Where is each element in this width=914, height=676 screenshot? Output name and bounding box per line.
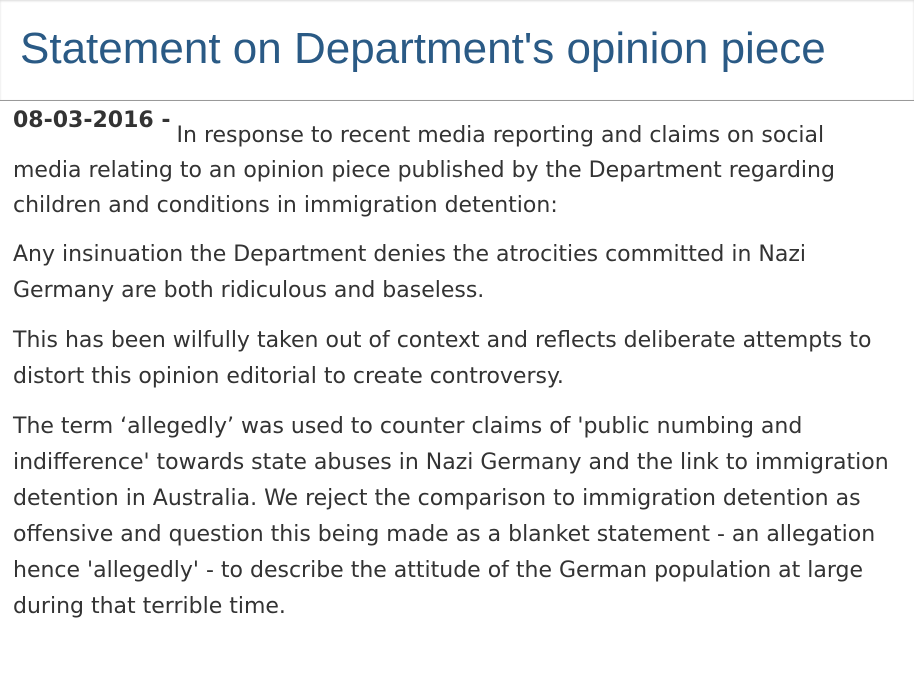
article-body xyxy=(13,108,893,639)
article-paragraph: This has been wilfully taken out of context and reflects deliberate attempts to distort this opinion editorial to create controversy. xyxy=(13,328,872,389)
article-paragraph: Any insinuation the Department denies the atrocities committed in Nazi Germany are both ridiculous and baseless. xyxy=(13,242,806,303)
page-title: Statement on Department's opinion piece xyxy=(20,24,826,73)
article-date: 08-03-2016 - xyxy=(13,108,171,133)
page-header xyxy=(0,0,914,101)
article-paragraph-intro xyxy=(13,108,893,223)
paragraph-text: In response to recent media reporting and claims on social media relating to an opinion piece published by the Department regarding children and conditions in immigration detention: xyxy=(13,123,835,218)
article-paragraph: The term ‘allegedly’ was used to counter claims of 'public numbing and indifference' towards state abuses in Nazi Germany and the link to immigration detention in Australia. We reject the comparison to immigration detention as offensive and question this being made as a blanket statement - an allegation hence 'allegedly' - to describe the attitude of the German population at large during that terrible time. xyxy=(13,414,889,619)
